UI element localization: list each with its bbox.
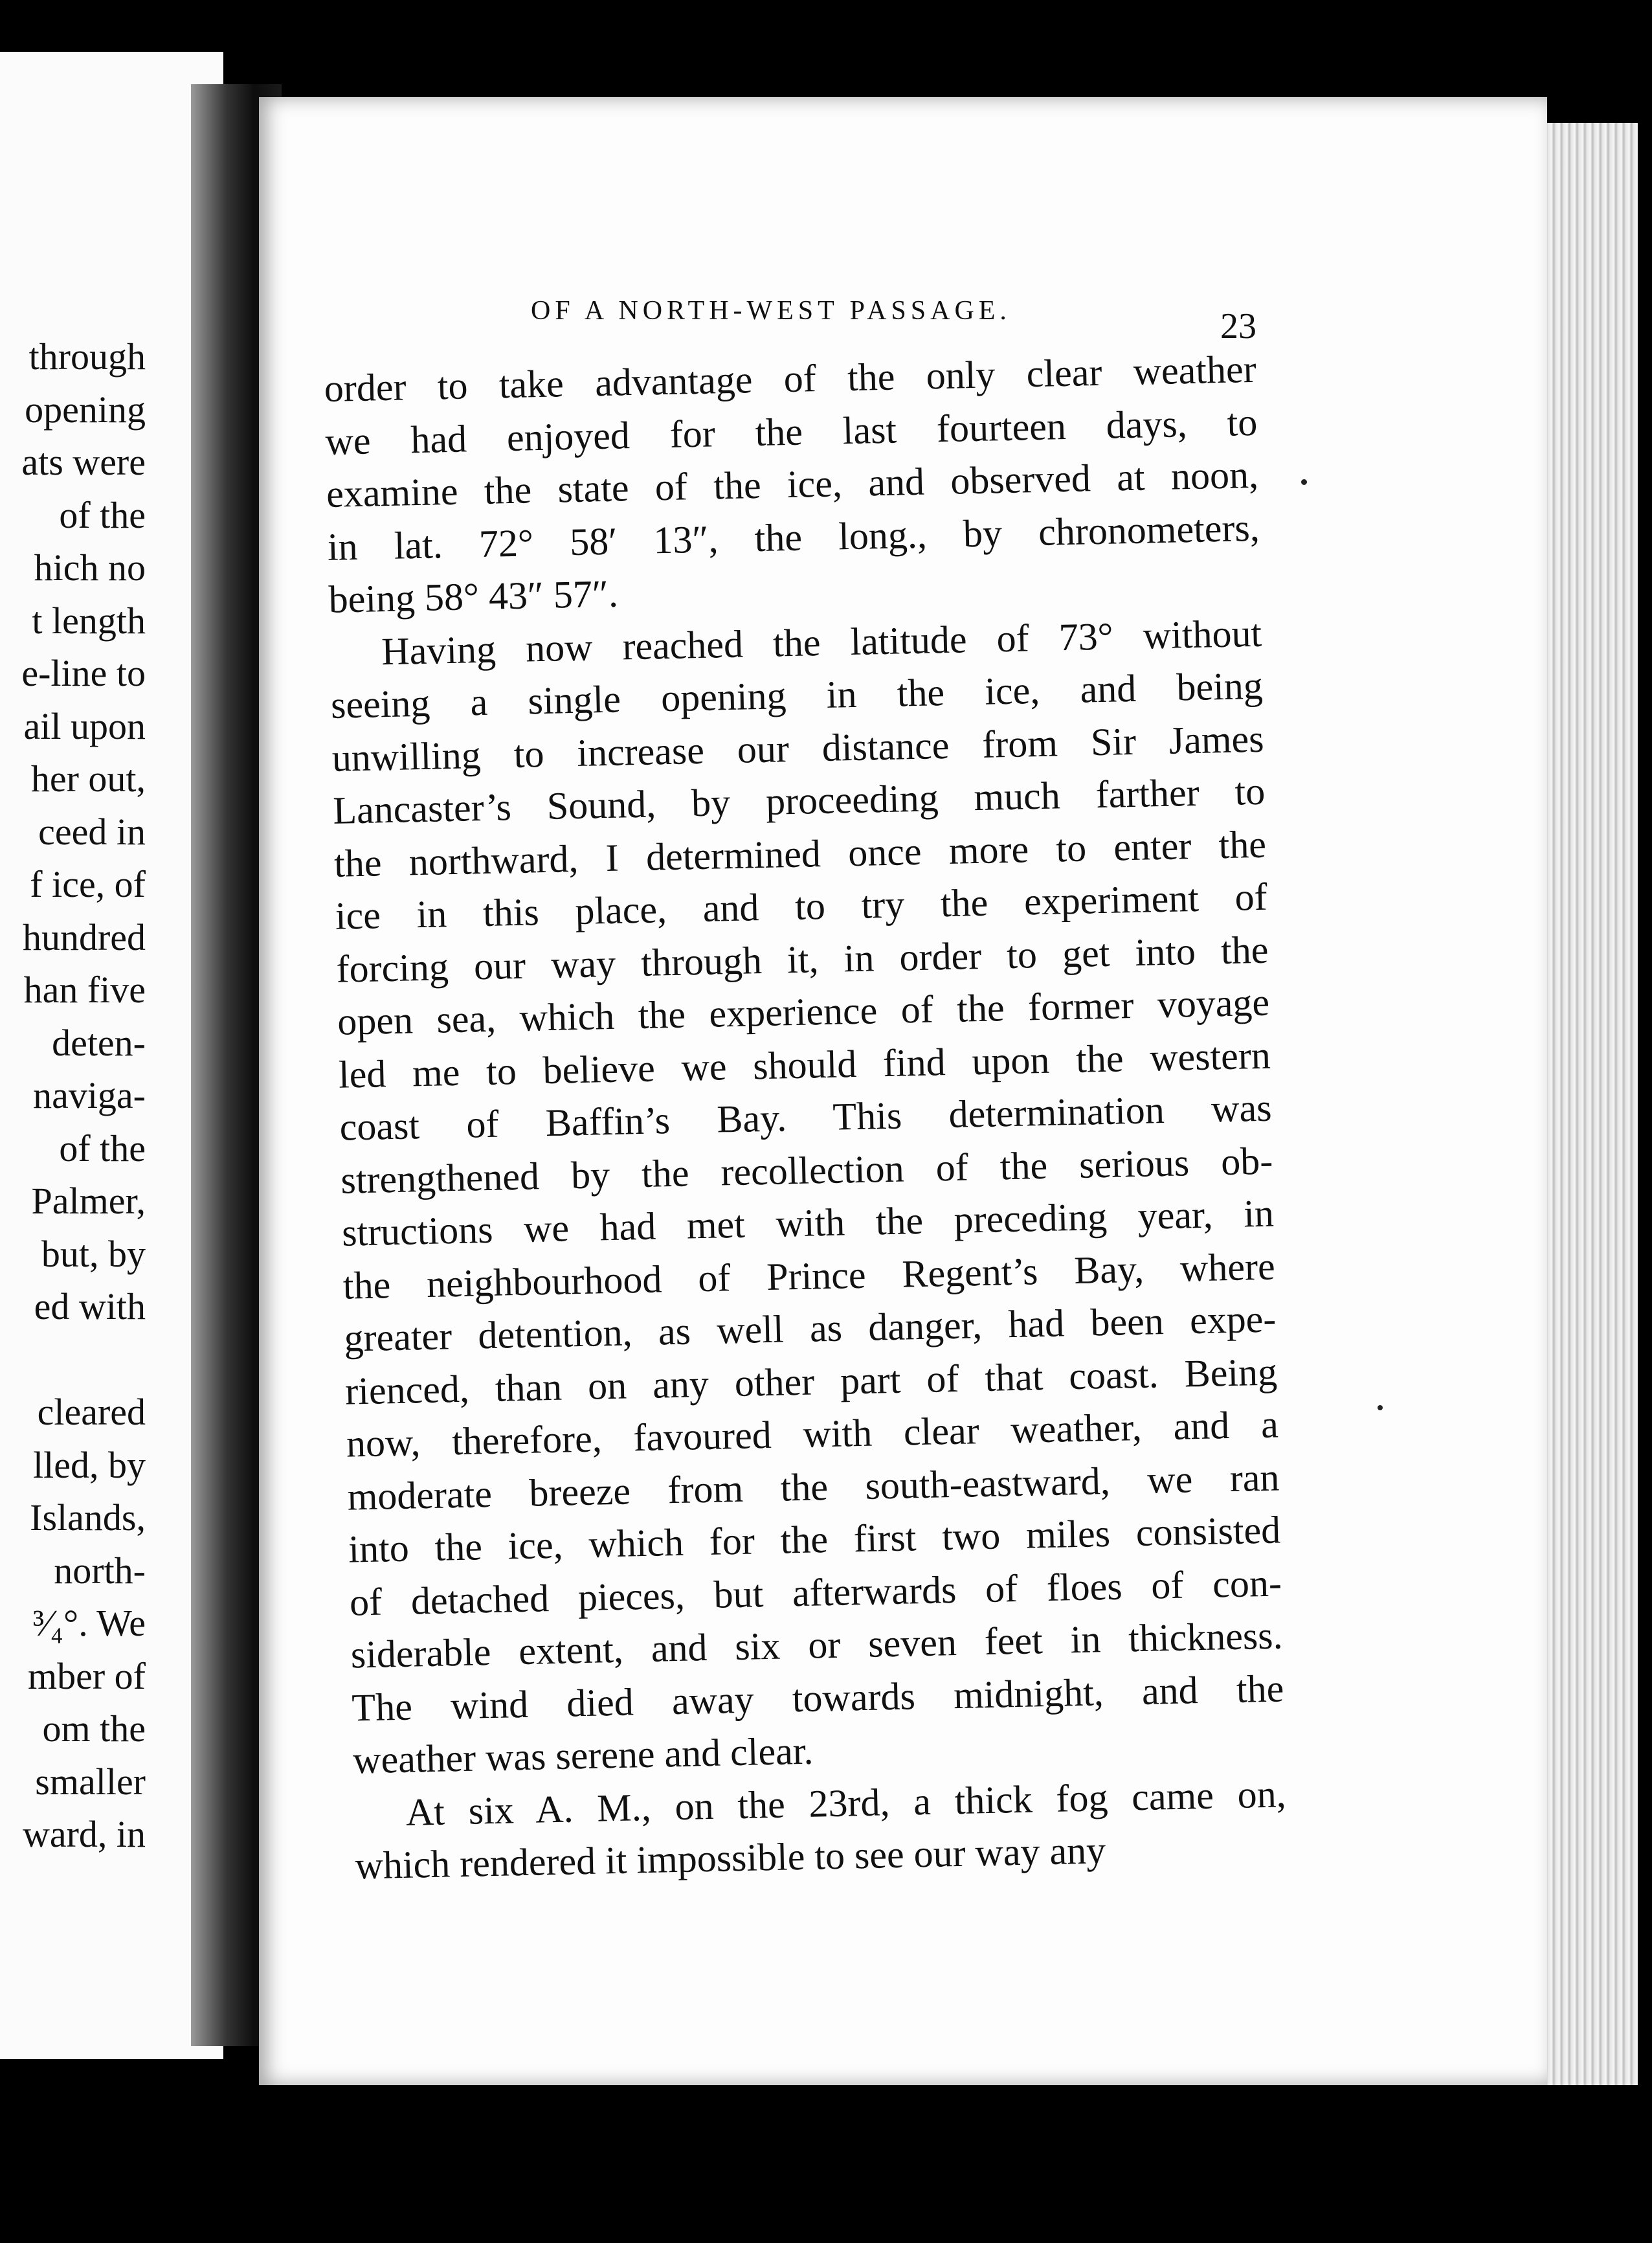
left-page-line: her out, bbox=[30, 758, 146, 800]
text-line: At six A. M., on the 23rd, a thick fog came on, bbox=[405, 1772, 1287, 1834]
text-line: led me to believe we should find upon the western bbox=[338, 1033, 1271, 1096]
text-line: siderable extent, and six or seven feet in thickness. bbox=[350, 1614, 1284, 1676]
text-line: in lat. 72° 58′ 13″, the long., by chronometers, bbox=[327, 506, 1260, 569]
left-page-line: deten- bbox=[52, 1021, 146, 1064]
left-page-text bbox=[0, 330, 146, 1861]
text-line: unwilling to increase our distance from Sir James bbox=[331, 717, 1265, 780]
text-line: coast of Baffin’s Bay. This determination was bbox=[339, 1086, 1273, 1149]
left-facing-page bbox=[0, 52, 223, 2059]
left-page-line: f ice, of bbox=[30, 863, 146, 905]
text-line: The wind died away towards midnight, and the bbox=[351, 1666, 1284, 1730]
text-line: being 58° 43″ 57″. bbox=[328, 572, 619, 621]
left-page-line: e-line to bbox=[21, 652, 146, 694]
text-line: we had enjoyed for the last fourteen days, to bbox=[324, 400, 1258, 463]
text-line: of detached pieces, but afterwards of floes of con- bbox=[349, 1561, 1282, 1624]
left-page-line: Palmer, bbox=[31, 1180, 146, 1222]
left-page-line: Islands, bbox=[30, 1496, 146, 1539]
left-page-line: om the bbox=[42, 1708, 146, 1750]
left-page-line: ats were bbox=[21, 441, 146, 483]
text-line: greater detention, as well as danger, had been expe- bbox=[343, 1297, 1277, 1360]
text-line: ice in this place, and to try the experiment of bbox=[335, 875, 1268, 938]
left-page-line: ail upon bbox=[23, 704, 146, 747]
text-line: now, therefore, favoured with clear weather, and a bbox=[346, 1403, 1279, 1465]
text-line: Lancaster’s Sound, by proceeding much farther to bbox=[332, 769, 1266, 832]
left-page-line: ³⁄₄°. We bbox=[32, 1602, 146, 1644]
left-page-line: naviga- bbox=[33, 1074, 146, 1116]
left-page-line: ceed in bbox=[38, 810, 146, 853]
left-page-line: hich no bbox=[34, 547, 146, 589]
left-page-blank-line bbox=[0, 1333, 146, 1386]
left-page-line: cleared bbox=[37, 1391, 146, 1433]
left-page-line: mber of bbox=[28, 1654, 146, 1697]
text-line: strengthened by the recollection of the serious ob- bbox=[340, 1139, 1273, 1202]
text-line: open sea, which the experience of the former voyage bbox=[337, 980, 1270, 1043]
left-page-line: hundred bbox=[22, 916, 146, 958]
dust-speck bbox=[1301, 479, 1307, 485]
left-page-line: han five bbox=[23, 969, 146, 1011]
dust-speck bbox=[1378, 1405, 1383, 1410]
text-line: seeing a single opening in the ice, and being bbox=[330, 664, 1264, 727]
text-line: into the ice, which for the first two miles consisted bbox=[348, 1508, 1281, 1571]
text-line: the neighbourhood of Prince Regent’s Bay, where bbox=[342, 1245, 1276, 1307]
paragraph bbox=[353, 1768, 1288, 1893]
text-line: weather was serene and clear. bbox=[352, 1729, 814, 1782]
text-line: Having now reached the latitude of 73° without bbox=[381, 611, 1262, 673]
paragraph bbox=[329, 607, 1286, 1787]
left-page-line: of the bbox=[59, 493, 146, 536]
left-page-line: ed with bbox=[34, 1285, 146, 1327]
text-line: structions we had met with the preceding year, in bbox=[341, 1191, 1275, 1254]
paragraph bbox=[324, 343, 1261, 627]
text-line: forcing our way through it, in order to get into the bbox=[335, 928, 1269, 991]
text-line: order to take advantage of the only clear weather bbox=[324, 347, 1257, 410]
left-page-line: t length bbox=[32, 599, 146, 642]
left-page-line: ward, in bbox=[22, 1813, 146, 1855]
left-page-line: north- bbox=[54, 1549, 146, 1592]
text-line: examine the state of the ice, and observed at noon, bbox=[326, 453, 1259, 515]
left-page-line: through bbox=[28, 335, 146, 378]
left-page-line: but, by bbox=[41, 1232, 146, 1275]
body-text bbox=[324, 343, 1288, 1893]
left-page-line: smaller bbox=[35, 1760, 146, 1803]
left-page-line: lled, by bbox=[33, 1443, 146, 1486]
running-head: OF A NORTH-WEST PASSAGE. bbox=[531, 296, 1011, 326]
page-number: 23 bbox=[1220, 306, 1256, 346]
text-line: moderate breeze from the south-eastward, we ran bbox=[346, 1455, 1280, 1518]
text-line: the northward, I determined once more to enter the bbox=[333, 822, 1267, 885]
left-page-line: of the bbox=[59, 1127, 146, 1169]
text-line: which rendered it impossible to see our way any bbox=[354, 1829, 1106, 1888]
left-page-line: opening bbox=[25, 388, 146, 431]
text-line: rienced, than on any other part of that coast. Being bbox=[344, 1350, 1278, 1413]
